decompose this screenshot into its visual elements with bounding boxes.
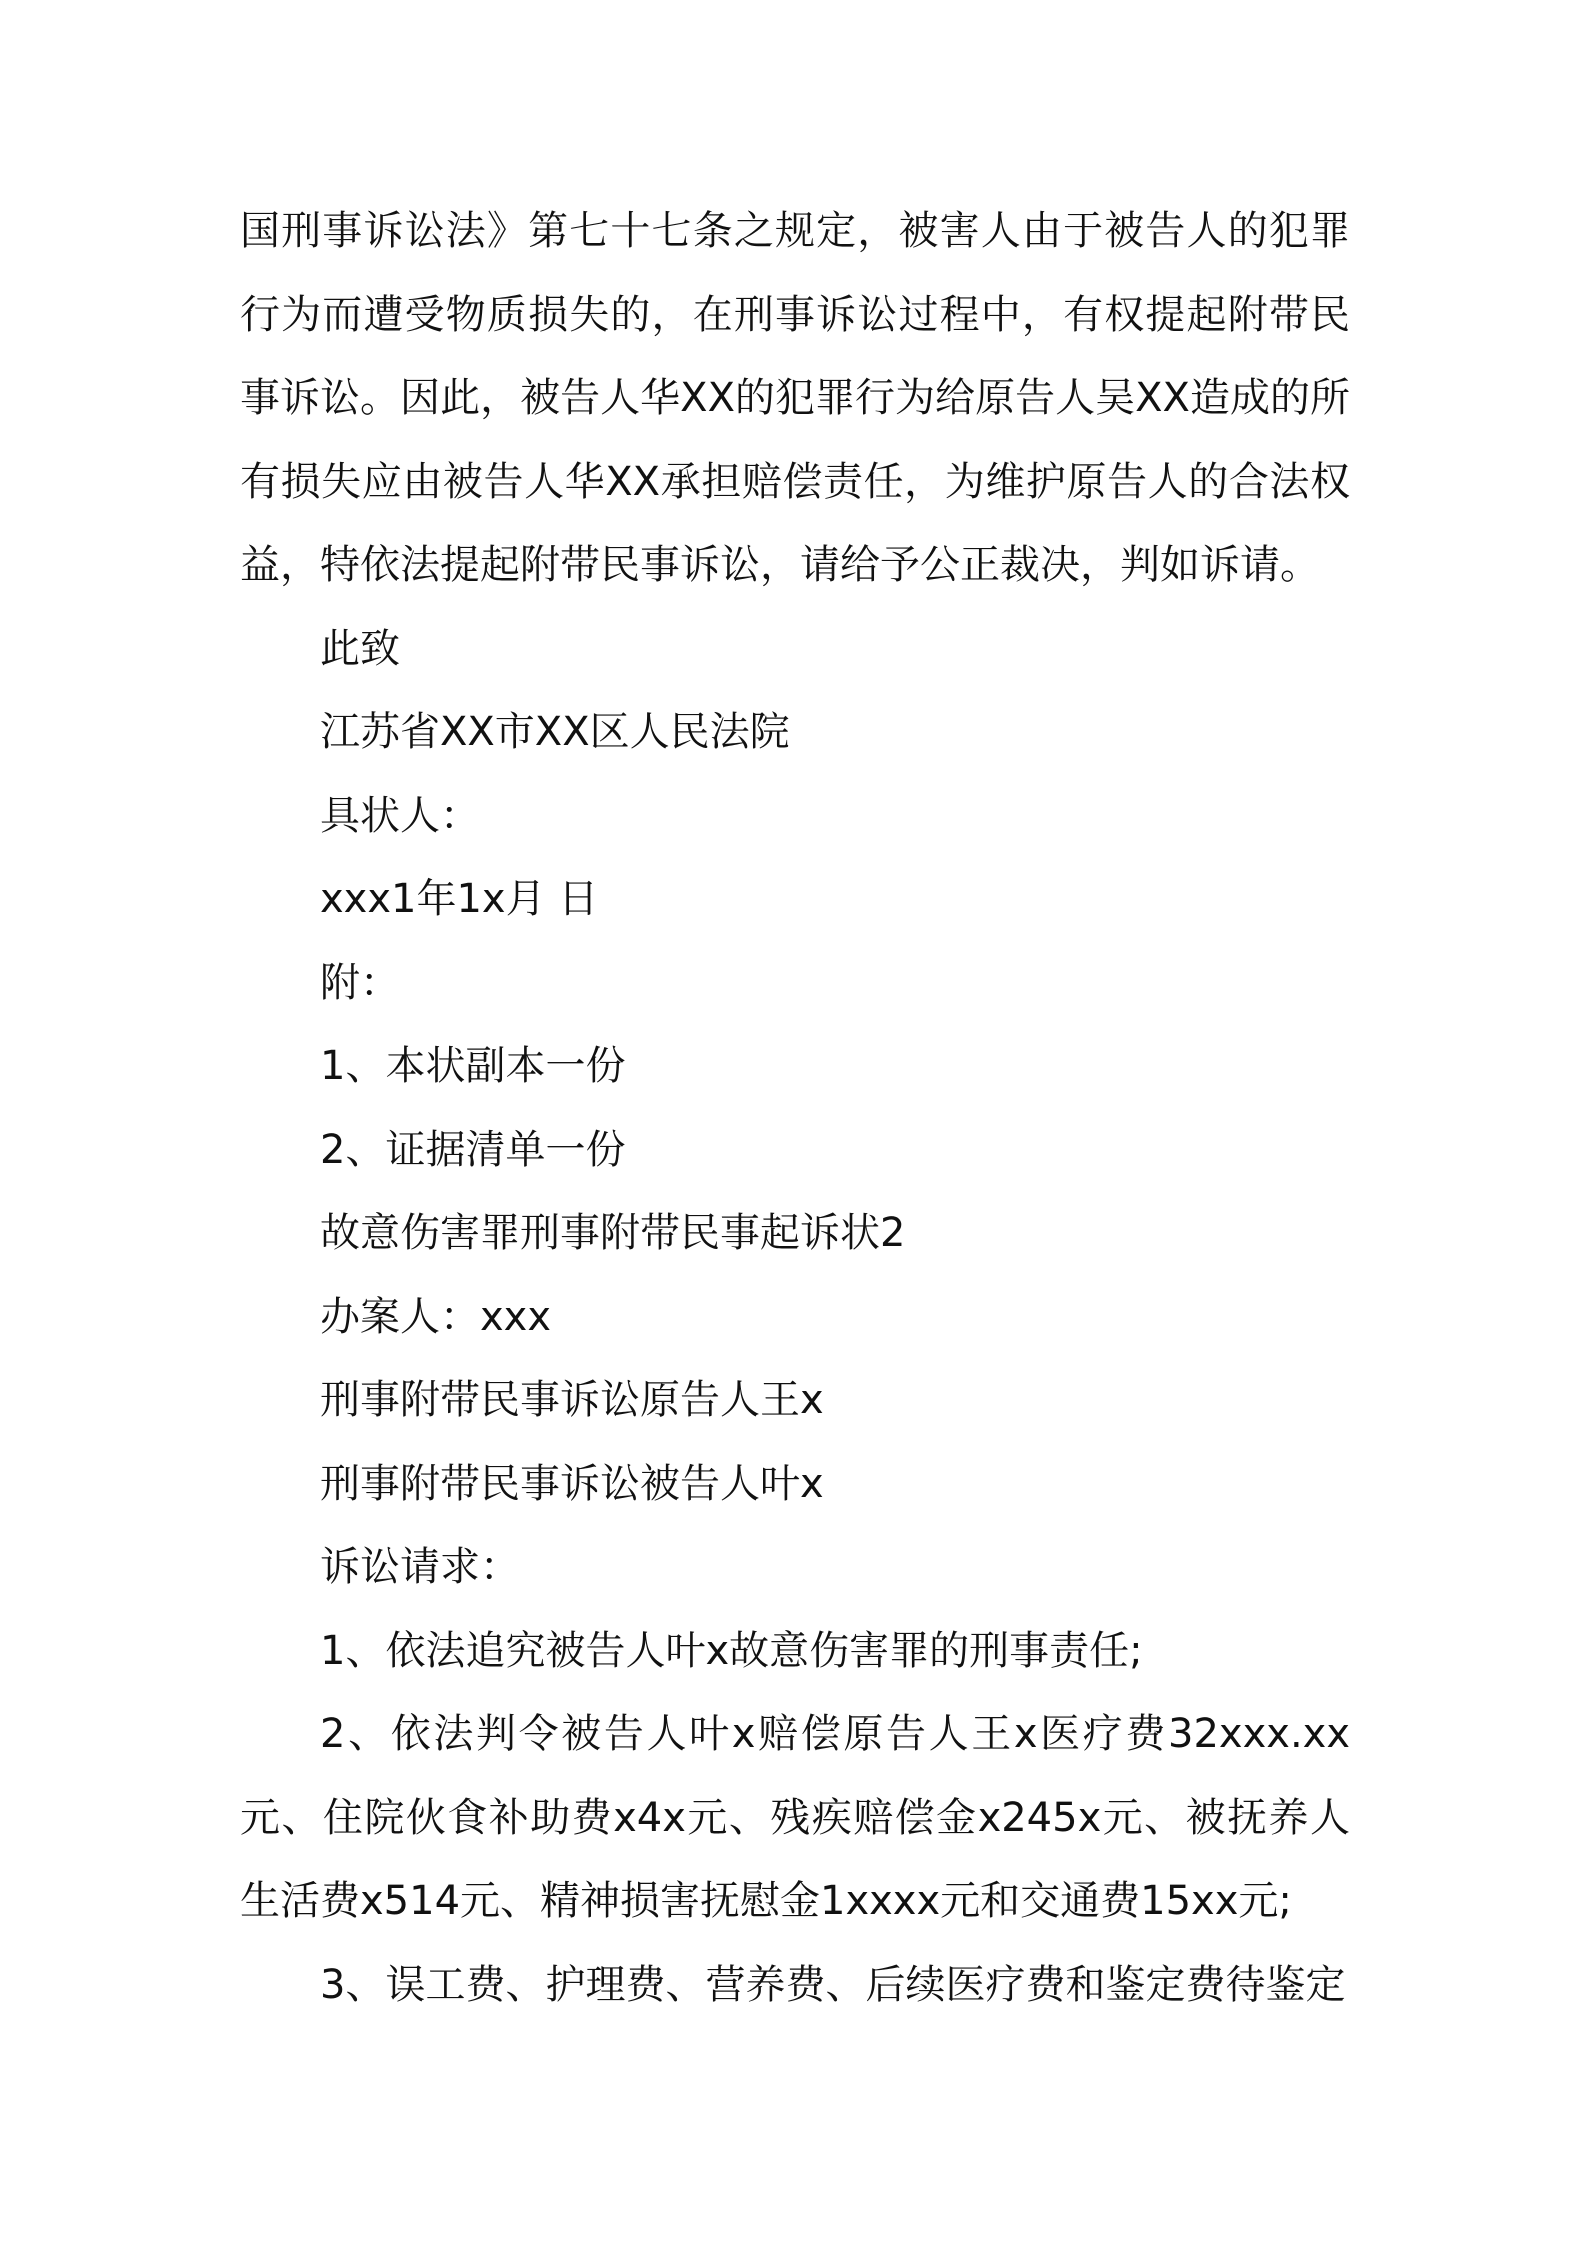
paragraph-continuation: 国刑事诉讼法》第七十七条之规定，被害人由于被告人的犯罪行为而遭受物质损失的，在刑事诉讼过程中，有权提起附带民事诉讼。因此，被告人华XX的犯罪行为给原告人吴XX造成的所有损失应由被告人华XX承担赔偿责任，为维护原告人的合法权益，特依法提起附带民事诉讼，请给予公正裁决，判如诉请。 <box>240 208 1350 588</box>
document-body <box>240 190 1350 2027</box>
section-title: 故意伤害罪刑事附带民事起诉状2 <box>320 1210 906 1256</box>
attachment-item-1: 1、本状副本一份 <box>320 1043 626 1089</box>
claims-label: 诉讼请求： <box>320 1544 520 1590</box>
attachment-item-2: 2、证据清单一份 <box>320 1126 626 1173</box>
court-name: 江苏省XX市XX区人民法院 <box>320 709 790 755</box>
claim-item-3: 3、误工费、护理费、营养费、后续医疗费和鉴定费待鉴定 <box>320 1961 1346 2008</box>
signer-label: 具状人： <box>320 792 480 839</box>
defendant-line: 刑事附带民事诉讼被告人叶x <box>320 1460 824 1507</box>
closing-salutation: 此致 <box>320 625 400 672</box>
handler-line: 办案人：xxx <box>320 1293 552 1340</box>
date-line: xxx1年1x月 日 <box>320 876 599 922</box>
attachments-label: 附： <box>320 959 400 1006</box>
claim-item-2: 2、依法判令被告人叶x赔偿原告人王x医疗费32xxx.xx元、住院伙食补助费x4x元、残疾赔偿金x245x元、被抚养人生活费x514元、精神损害抚慰金1xxxx元和交通费15xx元; <box>240 1711 1350 1924</box>
plaintiff-line: 刑事附带民事诉讼原告人王x <box>320 1377 824 1423</box>
claim-item-1: 1、依法追究被告人叶x故意伤害罪的刑事责任; <box>320 1627 1143 1674</box>
